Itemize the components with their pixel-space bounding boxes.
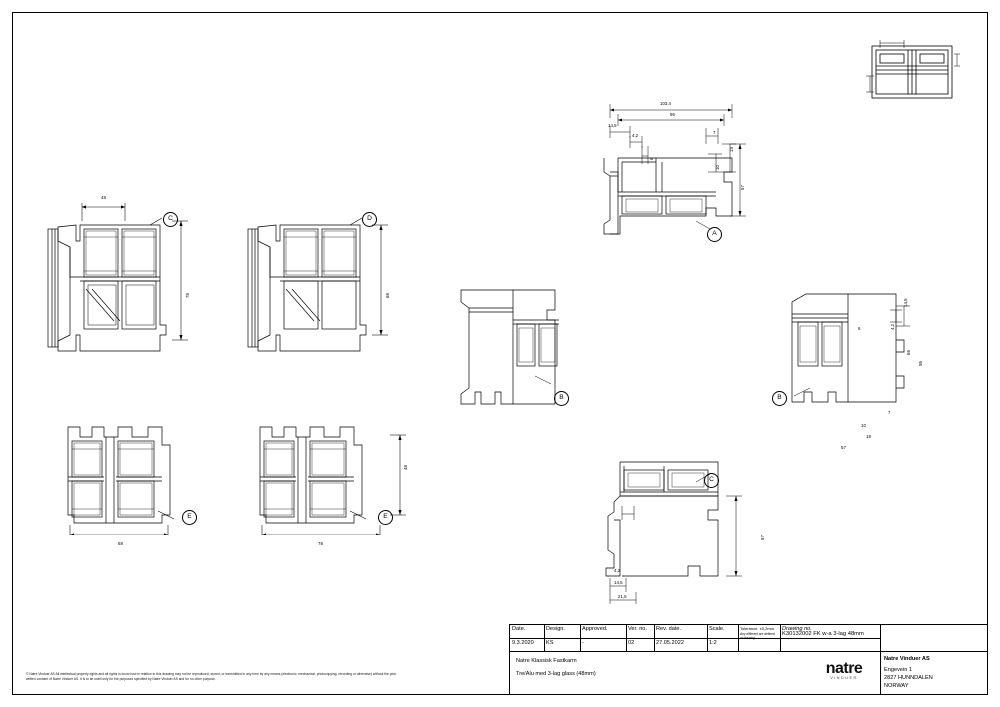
callout-b-right — [772, 391, 787, 406]
callout-e-right — [378, 510, 393, 525]
company-address-1: Engevein 1 — [884, 667, 912, 673]
dim-b-65: 65 — [906, 350, 911, 355]
label-approved: Approved. — [582, 626, 608, 632]
dim-a-1034: 103,4 — [660, 101, 671, 106]
copyright-notice: © Natre Vinduer AS All intellectual property rights and all rights in know-how in relation to this drawing may not be reproduced, stored, or transmitted in any form by any means (electronic, mechanical, photocopying, recording or otherwise) without the prior written consent of Natre Vinduer AS. It is to be used only for the purposes specified by Natre Vinduer AS and for no other purpose. — [26, 672, 397, 681]
callout-c-label: C — [704, 473, 719, 488]
dim-a-57: 57 — [740, 185, 745, 190]
callout-a-label: A — [707, 227, 722, 242]
dim-c-42: 4,2 — [614, 568, 621, 573]
callout-d-right-label: D — [362, 212, 377, 227]
callout-a — [707, 227, 722, 242]
label-tolerance-sub: Any different are defined at drawing — [740, 632, 775, 640]
label-drawing-no: Drawing no. — [782, 626, 812, 632]
company-address-3: NORWAY — [884, 683, 909, 689]
dim-c-215: 21,5 — [618, 594, 627, 599]
value-scale: 1:2 — [709, 640, 717, 646]
dim-a-10: 10 — [715, 165, 720, 170]
section-c-sill-detail — [596, 450, 766, 610]
callout-e-right-label: E — [378, 510, 393, 525]
dim-b-10: 10 — [861, 423, 866, 428]
dim-detail-d-left-width: 48 — [101, 195, 106, 200]
label-ver-no: Ver. no. — [628, 626, 647, 632]
dim-b-42: 4,2 — [890, 323, 895, 330]
section-b-right-jamb — [786, 280, 916, 420]
dim-c-145: 14,5 — [614, 580, 623, 585]
label-rev-date: Rev. date. — [656, 626, 682, 632]
dim-a-6: 6 — [649, 157, 654, 160]
dim-detail-d-left-height: 78 — [185, 293, 190, 298]
callout-e-left — [182, 510, 197, 525]
dim-b-6: 6 — [858, 326, 861, 331]
dim-c-57: 57 — [760, 535, 765, 540]
value-ver-no: 02 — [628, 640, 635, 646]
value-date: 9.3.2020 — [512, 640, 534, 646]
label-tolerance: Tolerance. ±0,2mm — [740, 626, 774, 631]
value-approved: - — [582, 640, 584, 646]
natre-logo — [812, 660, 876, 680]
drawing-title-line1: Natre Klassisk Fastkarm — [516, 658, 577, 664]
label-scale: Scale. — [709, 626, 725, 632]
dim-b-19: 19 — [866, 434, 871, 439]
company-name: Natre Vinduer AS — [884, 656, 930, 662]
section-a-head-detail — [596, 96, 756, 241]
callout-e-left-label: E — [182, 510, 197, 525]
company-address-2: 2827 HUNNDALEN — [884, 675, 933, 681]
drawing-title-line2: Tre/Alu med 3-lag glass (48mm) — [516, 671, 596, 677]
dim-b-95: 95 — [918, 361, 923, 366]
dim-a-95: 95 — [670, 112, 675, 117]
key-plan-window-diagram — [862, 36, 962, 104]
logo-wordmark: natre — [825, 660, 863, 677]
dim-detail-e-right-height: 48 — [403, 465, 408, 470]
callout-d-right — [362, 212, 377, 227]
dim-b-57: 57 — [841, 445, 846, 450]
value-design: KS — [546, 640, 554, 646]
dim-a-19: 19 — [729, 147, 734, 152]
callout-b-left-label: B — [554, 391, 569, 406]
dim-detail-e-right-width: 78 — [318, 541, 323, 546]
dim-detail-e-left-width: 68 — [118, 541, 123, 546]
callout-c — [704, 473, 719, 488]
dim-a-145: 14,5 — [608, 123, 617, 128]
dim-detail-d-right-height: 68 — [385, 293, 390, 298]
callout-b-left — [554, 391, 569, 406]
value-rev-date: 27.05.2022 — [656, 640, 684, 646]
dim-b-7: 7 — [888, 410, 891, 415]
detail-section-e-left — [58, 415, 198, 535]
callout-d-left-label: C — [163, 212, 178, 227]
dim-a-42: 4,2 — [632, 133, 639, 138]
label-date: Date. — [512, 626, 526, 632]
title-block — [509, 624, 988, 695]
dim-b-145: 14,5 — [903, 298, 908, 307]
title-block-divider — [510, 651, 987, 652]
dim-a-7: 7 — [713, 130, 716, 135]
value-drawing-no: K30132002 FK w-a 3-lag 48mm — [782, 631, 864, 637]
callout-b-right-label: B — [772, 391, 787, 406]
callout-d-left — [163, 212, 178, 227]
label-design: Design. — [546, 626, 565, 632]
logo-tagline: VINDUER — [830, 676, 858, 680]
